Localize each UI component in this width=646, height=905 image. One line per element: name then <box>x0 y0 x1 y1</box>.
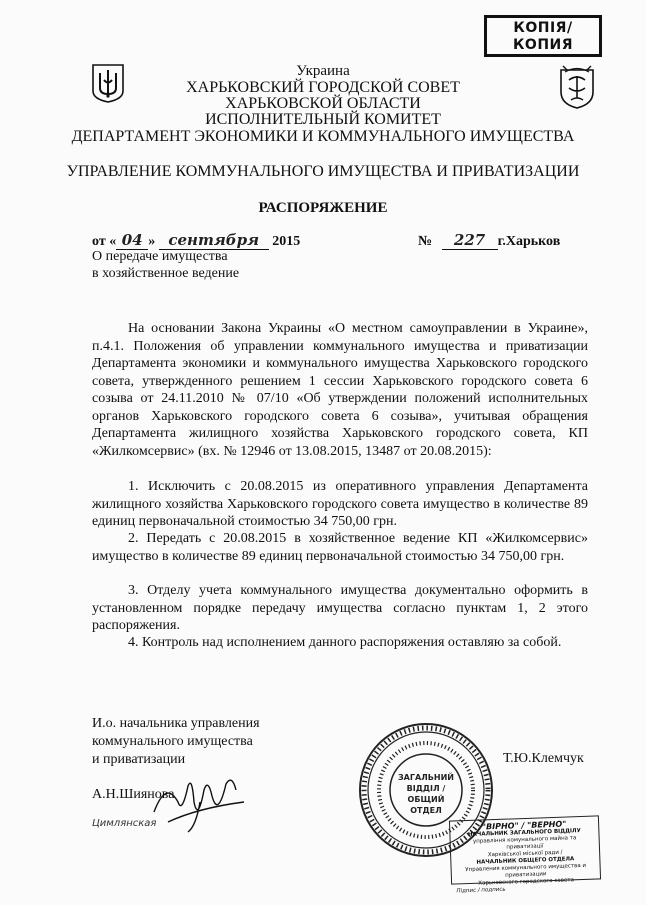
round-seal-center-line1: ЗАГАЛЬНИЙ <box>398 773 454 782</box>
date-day: 04 <box>116 231 148 250</box>
signatory-title-line1: И.о. начальника управления <box>92 716 260 731</box>
verified-stamp-line1: "ВІРНО" / "ВЕРНО" <box>481 819 567 832</box>
executive-committee: ИСПОЛНИТЕЛЬНЫЙ КОМИТЕТ <box>205 111 441 128</box>
order-number-line <box>418 231 560 251</box>
intro-paragraph: На основании Закона Украины «О местном самоуправлении в Украине», п.4.1. Положения об управлении коммунального имущества и приватизации Департамента экономики и коммунального имущества Харьковского городского совета, утвержденного решением 1 сессии Харьковского городского совета 6 созыва от 24.11.2010 № 07/10 «Об утверждении положений исполнительных органов Харьковского городского совета 6 созыва», учитывая обращения Департамента жилищного хозяйства Харьковского городского совета, КП «Жилкомсервис» (вх. № 12946 от 13.08.2015, 13487 от 20.08.2015): <box>92 321 588 459</box>
handwritten-signature <box>148 772 248 834</box>
department-name: ДЕПАРТАМЕНТ ЭКОНОМИКИ И КОММУНАЛЬНОГО ИМУЩЕСТВА <box>71 128 575 145</box>
date-quote: » <box>148 234 156 249</box>
copy-stamp <box>484 15 602 57</box>
verified-stamp <box>449 815 601 895</box>
round-seal-center <box>396 772 456 816</box>
date-year: 2015 <box>272 234 301 249</box>
item-1: 1. Исключить с 20.08.2015 из оперативного управления Департамента жилищного хозяйства Харьковского городского совета имущество в количестве 89 единиц первоначальной стоимостью 34 750,00 грн. <box>92 479 588 529</box>
handwritten-note: Цимлянская <box>92 818 157 829</box>
round-seal-center-line3: ОБЩИЙ ОТДЕЛ <box>407 795 445 815</box>
approver-name: А.Н.Шиянова <box>92 787 175 802</box>
council-name-line1: ХАРЬКОВСКИЙ ГОРОДСКОЙ СОВЕТ <box>186 79 460 96</box>
date-month: сентября <box>159 231 269 250</box>
item-2: 2. Передать с 20.08.2015 в хозяйственное ведение КП «Жилкомсервис» имущество в количестве 89 единиц первоначальной стоимостью 34 750,00 грн. <box>92 531 588 564</box>
subject-line1: О передаче имущества <box>92 249 228 264</box>
council-name-line2: ХАРЬКОВСКОЙ ОБЛАСТИ <box>225 95 421 112</box>
copy-stamp-line2: КОПИЯ <box>512 37 574 53</box>
directorate-name: УПРАВЛЕНИЕ КОММУНАЛЬНОГО ИМУЩЕСТВА И ПРИВАТИЗАЦИИ <box>66 163 580 180</box>
signer-name: Т.Ю.Клемчук <box>503 751 584 766</box>
number-sign: № <box>418 234 433 249</box>
verified-stamp-line7: Харьковского городского совета <box>478 877 575 887</box>
item-4: 4. Контроль над исполнением данного распоряжения оставляю за собой. <box>128 635 562 650</box>
country-name: Украина <box>296 63 350 79</box>
date-prefix: от « <box>92 234 117 249</box>
round-seal-center-line2: ВІДДІЛ / <box>406 784 446 793</box>
item-3: 3. Отделу учета коммунального имущества документально оформить в установленном порядке передачу имущества согласно пунктам 1, 2 этого распоряжения. <box>92 583 588 633</box>
verified-stamp-line8: Підпис / подпись <box>456 886 506 895</box>
copy-stamp-line1: КОПІЯ/ <box>513 20 573 36</box>
verified-stamp-line2: НАЧАЛЬНИК ЗАГАЛЬНОГО ВІДДІЛУ <box>467 828 581 838</box>
order-number: 227 <box>442 231 498 250</box>
verified-stamp-line3: управління комунального майна та приватизації <box>472 835 577 851</box>
city-name: г.Харьков <box>497 234 561 249</box>
verified-stamp-line6: Управления коммунального имущества и приватизации <box>465 862 587 879</box>
verified-stamp-line5: НАЧАЛЬНИК ОБЩЕГО ОТДЕЛА <box>476 856 575 866</box>
document-type: РАСПОРЯЖЕНИЕ <box>258 200 388 216</box>
signatory-title-line2: коммунального имущества <box>92 734 253 749</box>
signatory-title-line3: и приватизации <box>92 752 186 767</box>
subject-line2: в хозяйственное ведение <box>92 266 240 281</box>
verified-stamp-line4: Харківської міської ради / <box>487 849 563 859</box>
